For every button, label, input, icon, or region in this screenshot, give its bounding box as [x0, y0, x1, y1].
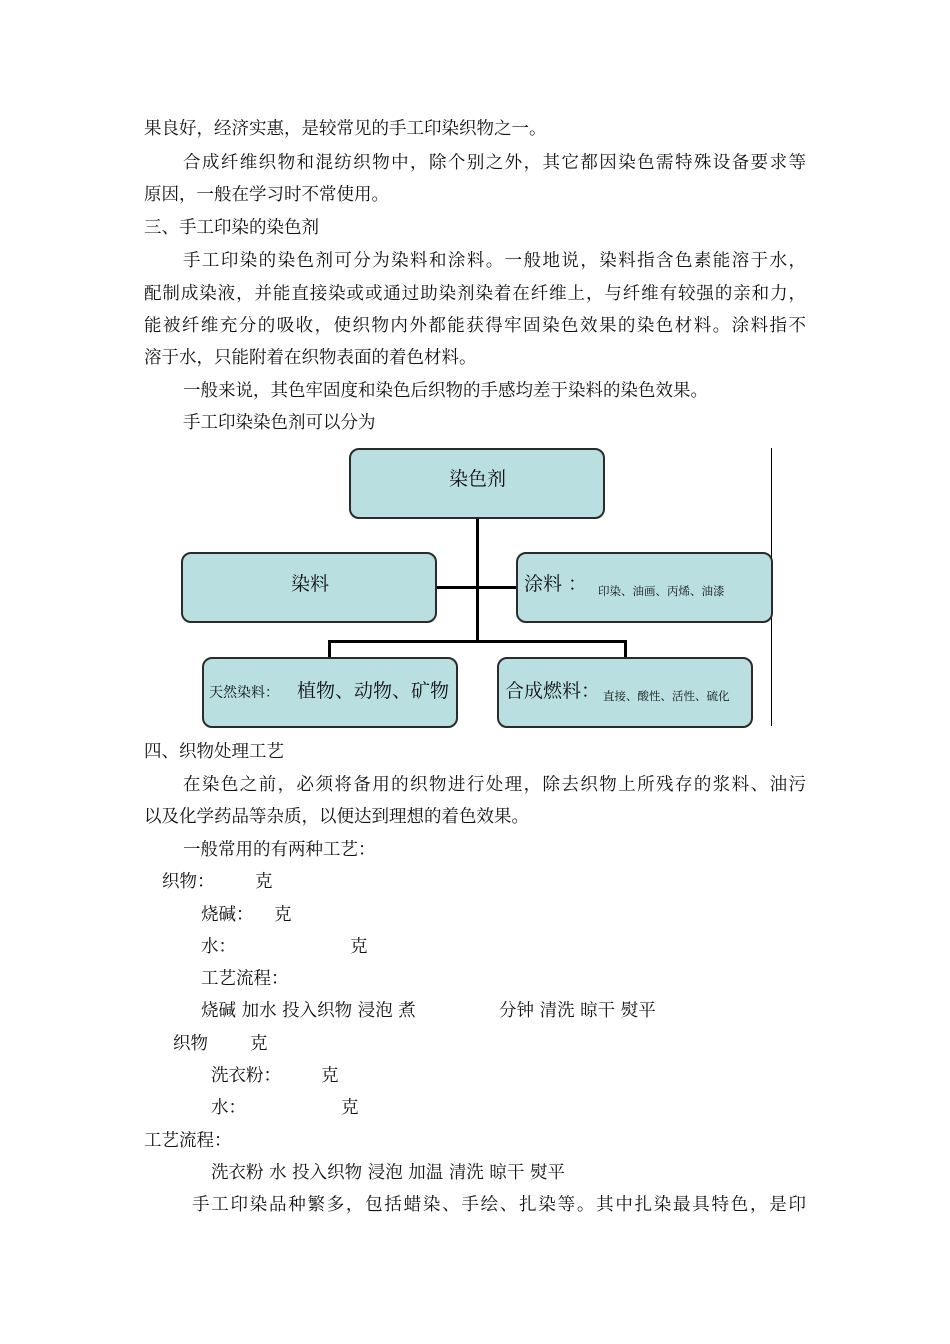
node-synthetic-dye	[497, 657, 753, 728]
material-label: 水：	[211, 1098, 246, 1118]
text-line: 果良好，经济实惠，是较常见的手工印染织物之一。	[144, 119, 547, 139]
node-dye	[181, 552, 437, 623]
text-line: 溶于水，只能附着在织物表面的着色材料。	[144, 348, 477, 368]
process-steps: 烧碱 加水 投入织物 浸泡 煮	[201, 1001, 416, 1021]
node-natural-label: 天然染料：	[209, 685, 279, 701]
connector-horizontal	[435, 586, 518, 589]
material-label: 织物	[173, 1034, 208, 1054]
text-line: 能被纤维充分的吸收，使织物内外都能获得牢固染色效果的染色材料。涂料指不	[144, 316, 806, 336]
material-label: 织物：	[162, 872, 215, 892]
connector-left-drop	[328, 640, 331, 658]
node-paint	[516, 552, 773, 623]
text-line: 配制成染液，并能直接染或或通过助染剂染着在纤维上，与纤维有较强的亲和力，	[144, 284, 806, 304]
node-synthetic-detail: 直接、酸性、活性、硫化	[603, 689, 730, 703]
material-label: 烧碱：	[201, 905, 254, 925]
node-paint-detail: 印染、油画、丙烯、油漆	[598, 584, 725, 598]
text-line: 手工印染的染色剂可分为染料和涂料。一般地说，染料指含色素能溶于水，	[183, 251, 806, 271]
process-steps: 分钟 清洗 晾干 熨平	[499, 1001, 656, 1021]
text-line: 手工印染染色剂可以分为	[183, 413, 376, 433]
node-dye-label: 染料	[291, 573, 330, 595]
process-title: 工艺流程：	[201, 969, 289, 989]
material-unit: 克	[250, 1034, 268, 1054]
section-heading: 四、织物处理工艺	[144, 742, 284, 762]
connector-vertical	[476, 518, 479, 642]
material-label: 水：	[201, 937, 236, 957]
text-line: 以及化学药品等杂质，以便达到理想的着色效果。	[144, 807, 529, 827]
node-synthetic-label: 合成燃料：	[505, 680, 601, 702]
material-unit: 克	[350, 937, 368, 957]
node-natural-detail: 植物、动物、矿物	[297, 680, 450, 702]
process-title: 工艺流程：	[144, 1131, 232, 1151]
section-heading: 三、手工印染的染色剂	[144, 218, 319, 238]
text-line: 在染色之前，必须将备用的织物进行处理，除去织物上所残存的浆料、油污	[183, 775, 806, 795]
node-root	[349, 448, 605, 519]
text-line: 原因，一般在学习时不常使用。	[144, 185, 389, 205]
process-steps: 洗衣粉 水 投入织物 浸泡 加温 清洗 晾干 熨平	[211, 1163, 565, 1183]
material-unit: 克	[274, 905, 292, 925]
node-root-label: 染色剂	[449, 468, 507, 490]
material-unit: 克	[255, 872, 273, 892]
text-line: 一般常用的有两种工艺：	[183, 840, 376, 860]
connector-right-drop	[624, 640, 627, 658]
node-paint-label: 涂料 ：	[524, 573, 588, 595]
material-unit: 克	[341, 1098, 359, 1118]
material-label: 洗衣粉：	[211, 1066, 281, 1086]
connector-branch	[328, 640, 627, 643]
text-line: 一般来说，其色牢固度和染色后织物的手感均差于染料的染色效果。	[183, 381, 708, 401]
text-line: 合成纤维织物和混纺织物中，除个别之外，其它都因染色需特殊设备要求等	[183, 153, 806, 173]
material-unit: 克	[321, 1066, 339, 1086]
text-line: 手工印染品种繁多，包括蜡染、手绘、扎染等。其中扎染最具特色，是印	[192, 1195, 806, 1215]
node-natural-dye	[202, 657, 458, 728]
